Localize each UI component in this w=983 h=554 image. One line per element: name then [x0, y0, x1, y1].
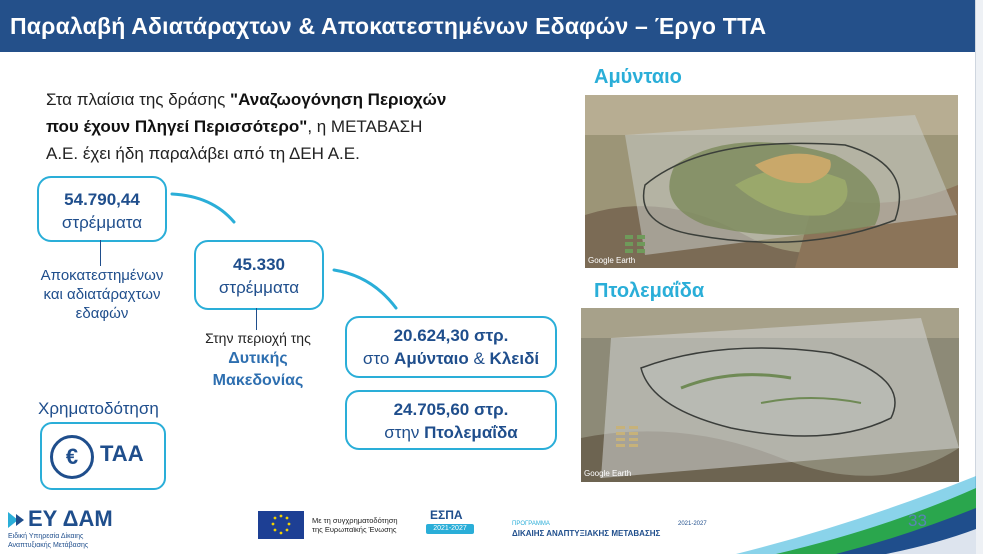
- region-area-pointer: [256, 308, 257, 330]
- photo-title-amyntaio: Αμύνταιο: [594, 66, 682, 88]
- photo-credit: Google Earth: [588, 256, 636, 265]
- decorative-swoosh: [736, 474, 976, 554]
- photo-title-ptolemaida: Πτολεμαΐδα: [594, 280, 705, 302]
- location-amyntaio: Αμύνταιο: [394, 349, 469, 368]
- total-area-pointer: [100, 240, 101, 266]
- intro-bold: "Αναζωογόνηση Περιοχών: [230, 90, 447, 109]
- total-area-unit: στρέμματα: [61, 213, 143, 232]
- page-number: 33: [908, 511, 927, 530]
- intro-bold: που έχουν Πληγεί Περισσότερο": [46, 117, 308, 136]
- eydam-sub2: Αναπτυξιακής Μετάβασης: [8, 542, 89, 549]
- ptolemaida-area-value: 24.705,60 στρ.: [393, 400, 509, 419]
- total-area-box: [37, 176, 167, 242]
- location-prefix: στην: [384, 423, 425, 442]
- slide-title: Παραλαβή Αδιατάραχτων & Αποκατεστημένων Εδαφών – Έργο ΤΤΑ: [10, 13, 767, 39]
- intro-part: Στα πλαίσια της δράσης: [46, 90, 231, 109]
- ptolemaida-area-location: [347, 423, 555, 443]
- slide-title-bar: [0, 0, 976, 52]
- ptolemaida-terrain-graphic: [581, 308, 959, 482]
- eu-line2: της Ευρωπαϊκής Ένωσης: [312, 525, 397, 534]
- ptolemaida-area-box: [345, 390, 557, 450]
- location-ptolemaida: Πτολεμαΐδα: [424, 423, 518, 442]
- arc-1: [172, 194, 234, 222]
- region-label-line1: Στην περιοχή της: [205, 330, 311, 346]
- label-line: Αποκατεστημένων: [40, 267, 164, 284]
- intro-part: , η ΜΕΤΑΒΑΣΗ: [307, 117, 423, 136]
- euro-symbol: €: [65, 444, 79, 469]
- eu-flag-icon: [258, 511, 304, 539]
- eydam-sub1: Ειδική Υπηρεσία Δίκαιης: [8, 533, 84, 540]
- ptolemaida-aerial-photo: [581, 308, 959, 482]
- euro-coin-icon: [50, 435, 94, 479]
- region-label-line2: Δυτικής: [228, 350, 288, 367]
- region-area-unit: στρέμματα: [218, 278, 300, 297]
- intro-text: [46, 86, 476, 167]
- location-amp: &: [468, 349, 490, 368]
- espa-logo: [424, 508, 480, 542]
- amyntaio-area-value: 20.624,30 στρ.: [393, 326, 509, 345]
- funding-label: ΤΑΑ: [100, 441, 144, 466]
- funding-box: [40, 422, 166, 490]
- espa-text: ΕΣΠΑ: [430, 508, 463, 522]
- label-line: και αδιατάραχτων: [43, 286, 161, 303]
- amyntaio-terrain-graphic: [585, 95, 958, 268]
- funding-heading: Χρηματοδότηση: [38, 399, 159, 418]
- eu-line1: Με τη συγχρηματοδότηση: [312, 516, 398, 525]
- program-name: ΔΙΚΑΙΗΣ ΑΝΑΠΤΥΞΙΑΚΗΣ ΜΕΤΑΒΑΣΗΣ: [512, 529, 661, 538]
- arc-2: [334, 270, 396, 308]
- amyntaio-area-location: [347, 349, 555, 369]
- window-edge: [975, 0, 983, 554]
- total-area-label: [24, 266, 180, 323]
- amyntaio-aerial-photo: [585, 95, 958, 268]
- program-years: 2021-2027: [678, 521, 707, 527]
- location-kleidi: Κλειδί: [489, 349, 540, 368]
- region-area-value: 45.330: [233, 255, 285, 274]
- eu-cofunding-text: [312, 516, 398, 534]
- label-line: εδαφών: [75, 305, 129, 322]
- amyntaio-area-box: [345, 316, 557, 378]
- location-prefix: στο: [362, 349, 395, 368]
- region-area-label: [180, 330, 336, 392]
- espa-years-badge: 2021-2027: [426, 524, 474, 534]
- eydam-logo: [8, 506, 118, 548]
- region-label-line3: Μακεδονίας: [212, 372, 304, 389]
- program-small-label: ΠΡΟΓΡΑΜΜΑ: [512, 521, 550, 527]
- eydam-logo-text: ΕΥ ΔΑΜ: [28, 506, 113, 531]
- intro-part: Α.Ε. έχει ήδη παραλάβει από τη ΔΕΗ Α.Ε.: [46, 144, 360, 163]
- total-area-value: 54.790,44: [64, 190, 140, 209]
- region-area-box: [194, 240, 324, 310]
- photo-credit: Google Earth: [584, 469, 632, 478]
